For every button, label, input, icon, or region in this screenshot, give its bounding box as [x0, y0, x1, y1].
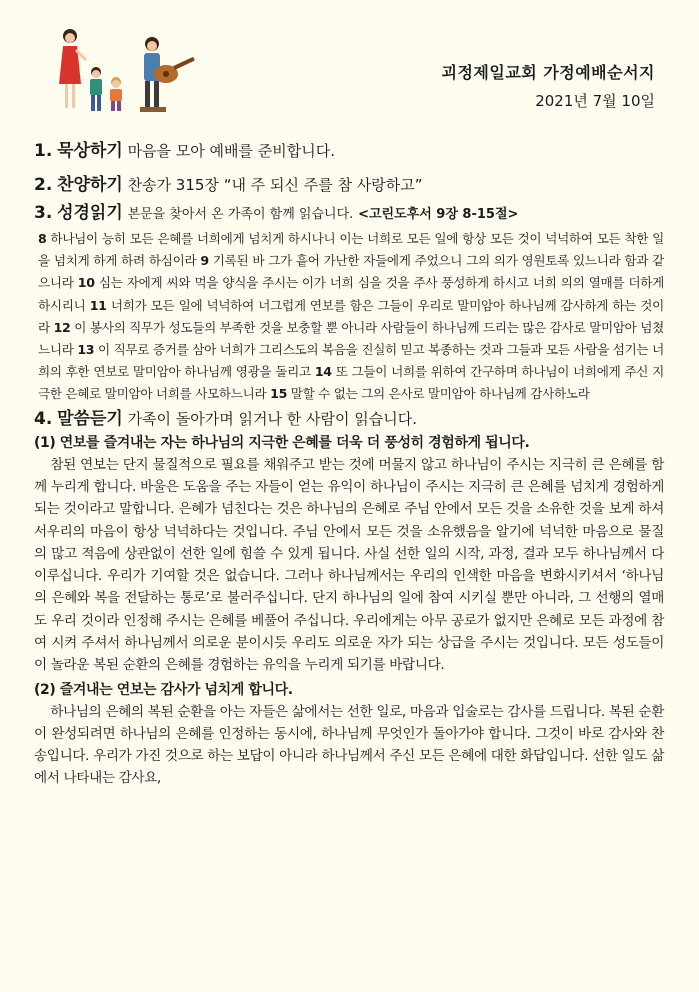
verse-number: 15: [270, 386, 288, 402]
verse-text: 하나님이 능히 모든 은혜를 너희에게 넘치게 하시나니 이는 너희로 모든 일에 항상 모든 것이 넉넉하여 모든 착한 일을 넘치게 하게 하려 하심이라: [38, 231, 664, 269]
verse-number: 12: [53, 319, 71, 335]
verse-text: 기록된 바 그가 흩어 가난한 자들에게 주었으니 그의 의가 영원토록 있느니라 함과 같으니라: [38, 253, 664, 291]
verse-text: 심는 자에게 씨와 먹을 양식을 주시는 이가 너희 심을 것을 주사 풍성하게 하시고 너희 의의 열매를 더하게 하시리니: [38, 275, 664, 313]
verse-text: 너희가 모든 일에 넉넉하여 너그럽게 연보를 함은 그들이 우리로 말미암아 하나님께 감사하게 하는 것이라: [38, 297, 664, 335]
verse-text: 말할 수 없는 그의 은사로 말미암아 하나님께 감사하노라: [287, 386, 590, 402]
worship-order: [34, 140, 664, 790]
verse-number: 9: [200, 253, 209, 269]
section-meditation: 1. 묵상하기 마음을 모아 예배를 준비합니다.: [34, 141, 336, 161]
family-worship-illustration: [48, 22, 198, 122]
section-sermon: 4. 말씀듣기 가족이 돌아가며 읽거나 한 사람이 읽습니다.: [34, 408, 417, 429]
scripture-text: [34, 228, 664, 406]
sermon-point-body: 참된 연보는 단지 물질적으로 필요를 채워주고 받는 것에 머물지 않고 하나님이 주시는 지극히 큰 은혜를 함께 누리게 합니다. 바울은 도움을 주는 자들이 얻는 유익이 하나님이 주시는 지극히 큰 은혜를 넘치게 경험하게 되는 것이라고 말합니다. 은혜가 넘친다는 것은 하나님의 은혜로 주님 안에서 모든 것을 소유한 것을 보게 하셔서우리의 마음이 항상 넉넉하다는 것입니다. 주님 안에서 모든 것을 소유했음을 알기에 넉넉한 마음으로 물질의 많고 적음에 상관없이 선한 일에 힘쓸 수 있게 됩니다. 사실 선한 일의 시작, 과정, 결과 모두 하나님께서 다 이루십니다. 우리가 기여할 것은 없습니다. 그러나 하나님께서는 우리의 인색한 마음을 변화시키셔서 ‘하나님의 은혜와 복을 전달하는 통로’로 불러주십니다. 단지 하나님의 일에 참여 시키실 뿐만 아니라, 그 선행의 열매도 우리 것이라 인정해 주시는 은혜를 베풀어 주십니다. 우리에게는 아무 공로가 없지만 은혜로 모든 과정에 참여 시켜 주셔서 하나님께서 의로운 분이시듯 우리도 의로운 자가 되는 상급을 주시는 것입니다. 모든 성도들이 이 놀라운 복된 순환의 은혜를 경험하는 유익을 누리게 되기를 바랍니다.: [34, 456, 664, 674]
verse-text: 또 그들이 너희를 위하여 간구하며 하나님이 너희에게 주신 지극한 은혜로 말미암아 너희를 사모하느니라: [38, 364, 664, 402]
verse-number: 8: [38, 231, 47, 246]
section-title: 성경읽기: [57, 203, 123, 223]
verse-number: 10: [77, 275, 95, 291]
section-desc: 가족이 돌아가며 읽거나 한 사람이 읽습니다.: [127, 409, 417, 428]
section-title: 묵상하기: [57, 141, 123, 161]
verse-text: 이 직무로 증거를 삼아 너희가 그리스도의 복음을 진실히 믿고 복종하는 것과 그들과 모든 사람을 섬기는 너희의 후한 연보로 말미암아 하나님께 영광을 돌리고: [38, 342, 664, 380]
sermon-point-heading: (1) 연보를 즐겨내는 자는 하나님의 지극한 은혜를 더욱 더 풍성히 경험하게 됩니다.: [34, 434, 530, 451]
sermon-point-body: 하나님의 은혜의 복된 순환을 아는 자들은 삶에서는 선한 일로, 마음과 입술로는 감사를 드립니다. 복된 순환이 완성되려면 하나님의 은혜를 인정하는 동시에, 하나님께 무엇인가 돌아가야 합니다. 그것이 바로 감사와 찬송입니다. 우리가 가진 것으로 하는 보답이 아니라 하나님께서 주신 모든 은혜에 대한 화답입니다. 선한 일도 삶에서 나타내는 감사요,: [34, 703, 664, 787]
section-desc: 마음을 모아 예배를 준비합니다.: [127, 142, 336, 160]
section-title: 찬양하기: [57, 175, 123, 195]
section-desc: 본문을 찾아서 온 가족이 함께 읽습니다.: [127, 207, 354, 222]
section-desc: 찬송가 315장 “내 주 되신 주를 참 사랑하고”: [127, 176, 423, 194]
sermon-point-heading: (2) 즐겨내는 연보는 감사가 넘치게 합니다.: [34, 681, 293, 698]
verse-number: 11: [89, 297, 107, 313]
verse-number: 14: [314, 364, 332, 380]
page-title: 괴정제일교회 가정예배순서지: [441, 63, 655, 82]
section-scripture: 3. 성경읽기 본문을 찾아서 온 가족이 함께 읽습니다. <고린도후서 9장 8-15절>: [34, 203, 519, 223]
section-title: 말씀듣기: [57, 408, 123, 429]
verse-text: 이 봉사의 직무가 성도들의 부족한 것을 보충할 뿐 아니라 사람들이 하나님께 드리는 많은 감사로 말미암아 넘쳤느니라: [38, 319, 664, 358]
worship-date: 2021년 7월 10일: [535, 92, 655, 110]
scripture-reference: <고린도후서 9장 8-15절>: [358, 207, 519, 222]
section-praise: 2. 찬양하기 찬송가 315장 “내 주 되신 주를 참 사랑하고”: [34, 175, 423, 195]
verse-number: 13: [77, 342, 95, 358]
